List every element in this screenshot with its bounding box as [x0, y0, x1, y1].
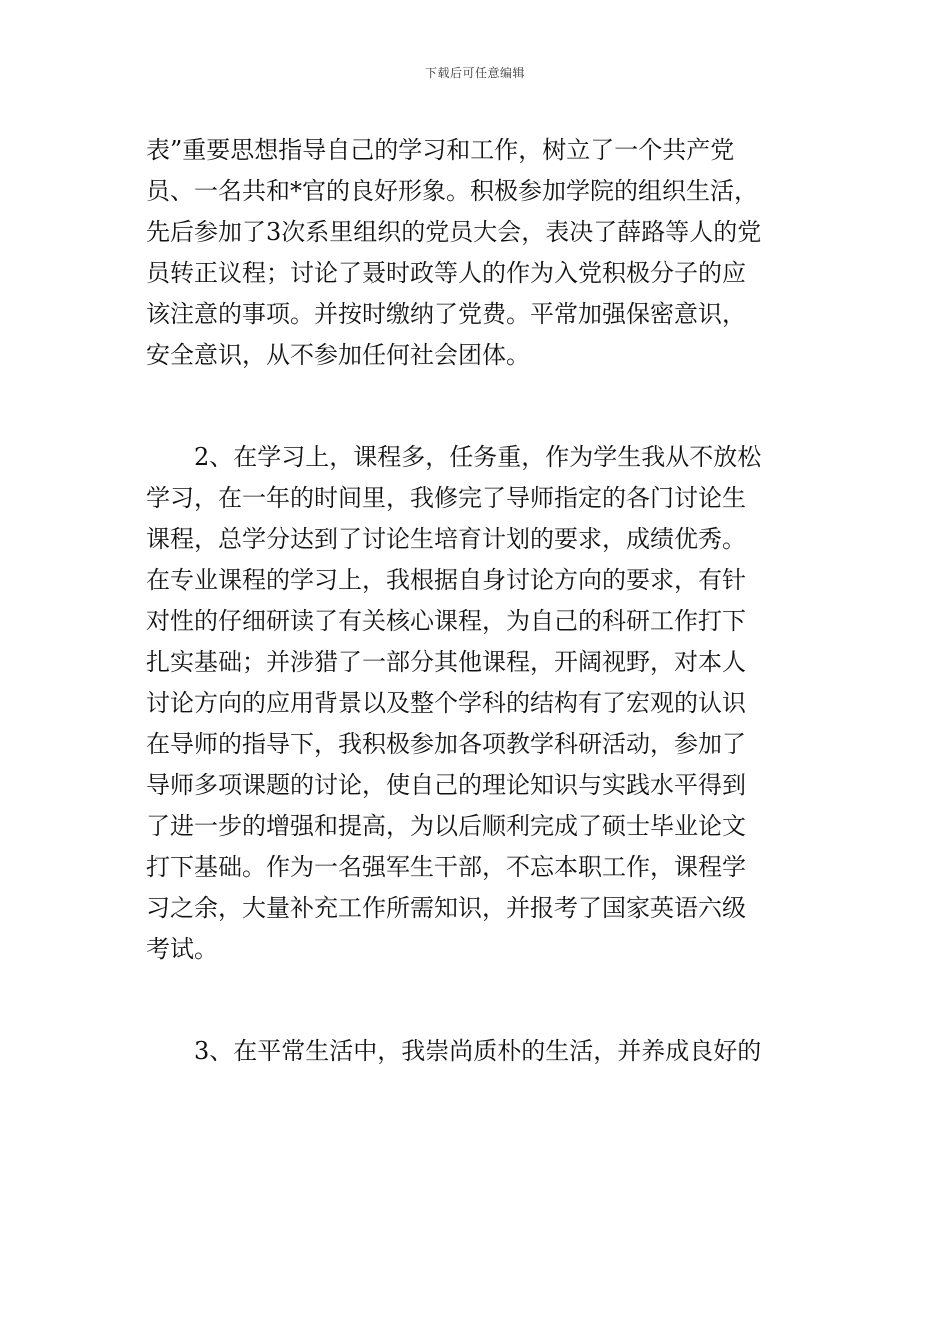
- paragraph-line: 先后参加了3次系里组织的党员大会，表决了薛路等人的党: [146, 218, 762, 246]
- paragraph-line: 习之余，大量补充工作所需知识，并报考了国家英语六级: [146, 894, 746, 922]
- paragraph-line: 了进一步的增强和提高，为以后顺利完成了硕士毕业论文: [146, 812, 746, 840]
- paragraph-line: 考试。: [146, 935, 218, 963]
- document-body: [146, 130, 812, 1072]
- paragraph-line: 讨论方向的应用背景以及整个学科的结构有了宏观的认识: [146, 689, 746, 717]
- paragraph-2: [146, 437, 812, 970]
- paragraph-line: 安全意识，从不参加任何社会团体。: [146, 341, 530, 369]
- paragraph-line: 学习，在一年的时间里，我修完了导师指定的各门讨论生: [146, 484, 746, 512]
- paragraph-spacer: [146, 970, 812, 1031]
- paragraph-line: 打下基础。作为一名强军生干部，不忘本职工作，课程学: [146, 853, 746, 881]
- paragraph-3: [146, 1031, 812, 1072]
- paragraph-line: 导师多项课题的讨论，使自己的理论知识与实践水平得到: [146, 771, 746, 799]
- paragraph-line: 员转正议程；讨论了聂时政等人的作为入党积极分子的应: [146, 259, 746, 287]
- paragraph-line: 员、一名共和*官的良好形象。积极参加学院的组织生活，: [146, 177, 758, 205]
- paragraph-spacer: [146, 376, 812, 437]
- paragraph-1: [146, 130, 812, 376]
- paragraph-line: 2、在学习上，课程多，任务重，作为学生我从不放松: [194, 443, 762, 471]
- paragraph-line: 扎实基础；并涉猎了一部分其他课程，开阔视野，对本人: [146, 648, 746, 676]
- paragraph-line: 对性的仔细研读了有关核心课程，为自己的科研工作打下: [146, 607, 746, 635]
- paragraph-line: 该注意的事项。并按时缴纳了党费。平常加强保密意识，: [146, 300, 746, 328]
- paragraph-line: 在专业课程的学习上，我根据自身讨论方向的要求，有针: [146, 566, 746, 594]
- paragraph-line: 在导师的指导下，我积极参加各项教学科研活动，参加了: [146, 730, 746, 758]
- paragraph-line: 3、在平常生活中，我崇尚质朴的生活，并养成良好的: [194, 1037, 762, 1065]
- paragraph-line: 课程，总学分达到了讨论生培育计划的要求，成绩优秀。: [146, 525, 746, 553]
- paragraph-line: 表”重要思想指导自己的学习和工作，树立了一个共产党: [146, 136, 735, 164]
- page-header: 下载后可任意编辑: [424, 66, 525, 80]
